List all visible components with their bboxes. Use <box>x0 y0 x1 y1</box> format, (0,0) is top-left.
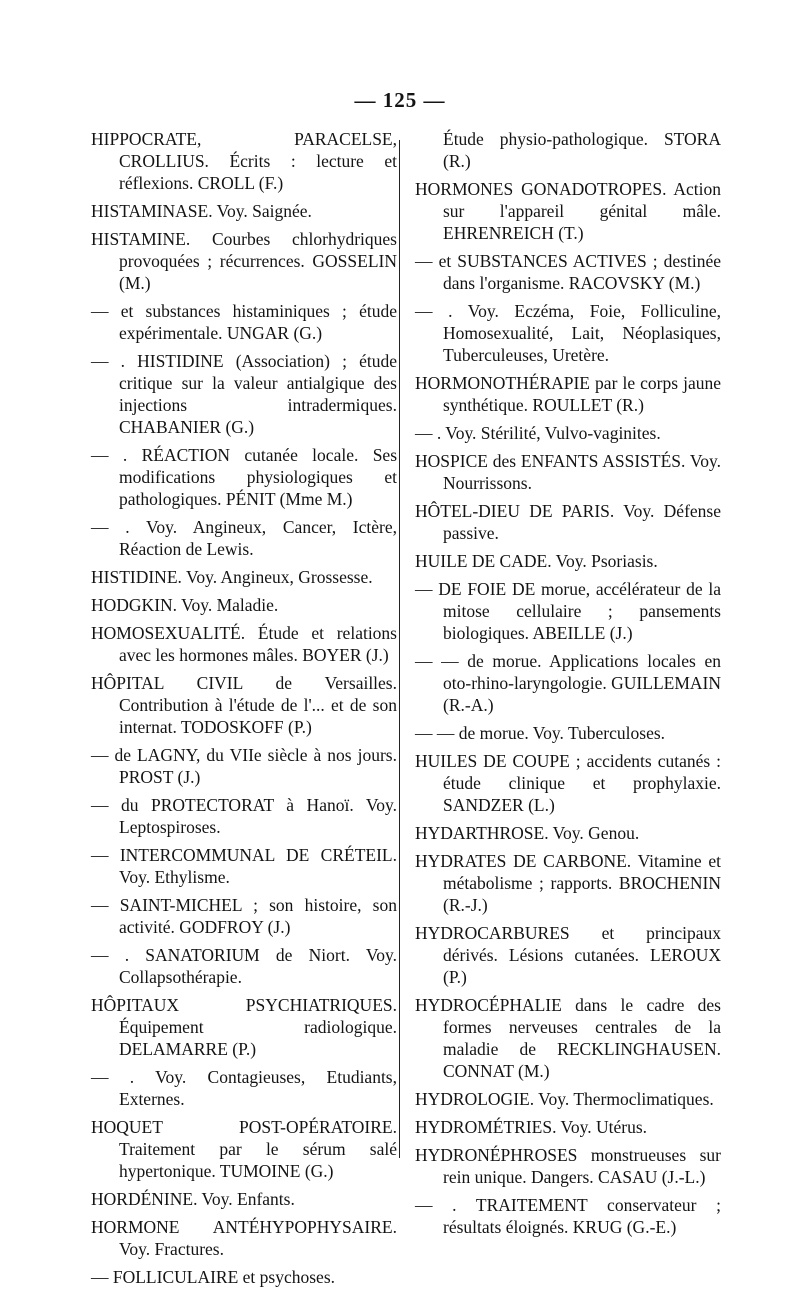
index-entry-hormone-2-cont: Étude physio-pathologique. STORA (R.) <box>443 129 721 171</box>
index-entry-hotel-dieu: HÔTEL-DIEU DE PARIS. Voy. Défense passive. <box>415 501 721 543</box>
index-entry-huile-2: — DE FOIE DE morue, accélérateur de la mitose cellulaire ; pansements biologiques. ABEILLE (J.) <box>415 579 721 643</box>
index-entry-histamine: HISTAMINE. Courbes chlorhydriques provoquées ; récurrences. GOSSELIN (M.) <box>91 229 397 293</box>
index-entry-hormones: HORMONES GONADOTROPES. Action sur l'appareil génital mâle. EHRENREICH (T.) <box>415 179 721 243</box>
index-entry-hormonotherapie: HORMONOTHÉRAPIE par le corps jaune synthétique. ROULLET (R.) <box>415 373 721 415</box>
right-column <box>415 128 721 1244</box>
index-entry-hydrometries: HYDROMÉTRIES. Voy. Utérus. <box>415 1117 648 1137</box>
index-entry-hopital-2: — de LAGNY, du VIIe siècle à nos jours. PROST (J.) <box>91 745 397 787</box>
index-entry-hospice: HOSPICE des ENFANTS ASSISTÉS. Voy. Nourrissons. <box>415 451 721 493</box>
index-entry-huile-4: — — de morue. Voy. Tuberculoses. <box>415 723 666 743</box>
index-entry-hippocrate: HIPPOCRATE, PARACELSE, CROLLIUS. Écrits : lecture et réflexions. CROLL (F.) <box>91 129 397 193</box>
index-entry-histamine-3: — . HISTIDINE (Association) ; étude critique sur la valeur antialgique des injections intradermiques. CHABANIER (G.) <box>91 351 397 437</box>
index-entry-hormones-2: — et SUBSTANCES ACTIVES ; destinée dans l'organisme. RACOVSKY (M.) <box>415 251 721 293</box>
index-entry-hoquet: HOQUET POST-OPÉRATOIRE. Traitement par le sérum salé hypertonique. TUMOINE (G.) <box>91 1117 397 1181</box>
left-column <box>91 128 397 1294</box>
index-entry-huile-3: — — de morue. Applications locales en oto-rhino-laryngologie. GUILLEMAIN (R.-A.) <box>415 651 721 715</box>
index-entry-hydarthrose: HYDARTHROSE. Voy. Genou. <box>415 823 640 843</box>
index-entry-hopital-4: — INTERCOMMUNAL DE CRÉTEIL. Voy. Ethylisme. <box>91 845 397 887</box>
index-entry-hormone: HORMONE ANTÉHYPOPHYSAIRE. Voy. Fractures. <box>91 1217 397 1259</box>
index-entry-hopital-6: — . SANATORIUM de Niort. Voy. Collapsothérapie. <box>91 945 397 987</box>
index-entry-homosexualite: HOMOSEXUALITÉ. Étude et relations avec les hormones mâles. BOYER (J.) <box>91 623 397 665</box>
index-entry-hopital-3: — du PROTECTORAT à Hanoï. Voy. Leptospiroses. <box>91 795 397 837</box>
index-entry-hormone-2: — FOLLICULAIRE et psychoses. <box>91 1267 336 1287</box>
index-entry-hopitaux-2: — . Voy. Contagieuses, Etudiants, Externes. <box>91 1067 397 1109</box>
index-entry-hormonotherapie-2: — . Voy. Stérilité, Vulvo-vaginites. <box>415 423 661 443</box>
column-divider <box>399 140 400 1158</box>
page-number: — 125 — <box>354 88 446 112</box>
index-entry-hydrocarbures: HYDROCARBURES et principaux dérivés. Lésions cutanées. LEROUX (P.) <box>415 923 721 987</box>
index-entry-histamine-4: — . RÉACTION cutanée locale. Ses modifications physiologiques et pathologiques. PÉNIT (Mme M.) <box>91 445 397 509</box>
index-entry-hormones-3: — . Voy. Eczéma, Foie, Folliculine, Homosexualité, Lait, Néoplasiques, Tuberculeuses, Uretère. <box>415 301 721 365</box>
index-entry-hydronephroses: HYDRONÉPHROSES monstrueuses sur rein unique. Dangers. CASAU (J.-L.) <box>415 1145 721 1187</box>
index-entry-hydrologie: HYDROLOGIE. Voy. Thermoclimatiques. <box>415 1089 714 1109</box>
index-entry-huiles: HUILES DE COUPE ; accidents cutanés : étude clinique et prophylaxie. SANDZER (L.) <box>415 751 721 815</box>
index-entry-hydrates: HYDRATES DE CARBONE. Vitamine et métabolisme ; rapports. BROCHENIN (R.-J.) <box>415 851 721 915</box>
index-entry-histamine-5: — . Voy. Angineux, Cancer, Ictère, Réaction de Lewis. <box>91 517 397 559</box>
index-entry-histaminase: HISTAMINASE. Voy. Saignée. <box>91 201 312 221</box>
index-entry-hopital-5: — SAINT-MICHEL ; son histoire, son activité. GODFROY (J.) <box>91 895 397 937</box>
index-entry-huile: HUILE DE CADE. Voy. Psoriasis. <box>415 551 658 571</box>
index-entry-hydrocephalie: HYDROCÉPHALIE dans le cadre des formes nerveuses centrales de la maladie de RECKLINGHAUSEN. CONNAT (M.) <box>415 995 721 1081</box>
index-entry-histidine: HISTIDINE. Voy. Angineux, Grossesse. <box>91 567 373 587</box>
index-entry-histamine-2: — et substances histaminiques ; étude expérimentale. UNGAR (G.) <box>91 301 397 343</box>
index-entry-hodgkin: HODGKIN. Voy. Maladie. <box>91 595 279 615</box>
index-entry-hordenine: HORDÉNINE. Voy. Enfants. <box>91 1189 295 1209</box>
index-entry-hopital: HÔPITAL CIVIL de Versailles. Contribution à l'étude de l'... et de son internat. TODOSKOFF (P.) <box>91 673 397 737</box>
index-entry-hopitaux: HÔPITAUX PSYCHIATRIQUES. Équipement radiologique. DELAMARRE (P.) <box>91 995 397 1059</box>
index-entry-hydronephroses-2: — . TRAITEMENT conservateur ; résultats éloignés. KRUG (G.-E.) <box>415 1195 721 1237</box>
